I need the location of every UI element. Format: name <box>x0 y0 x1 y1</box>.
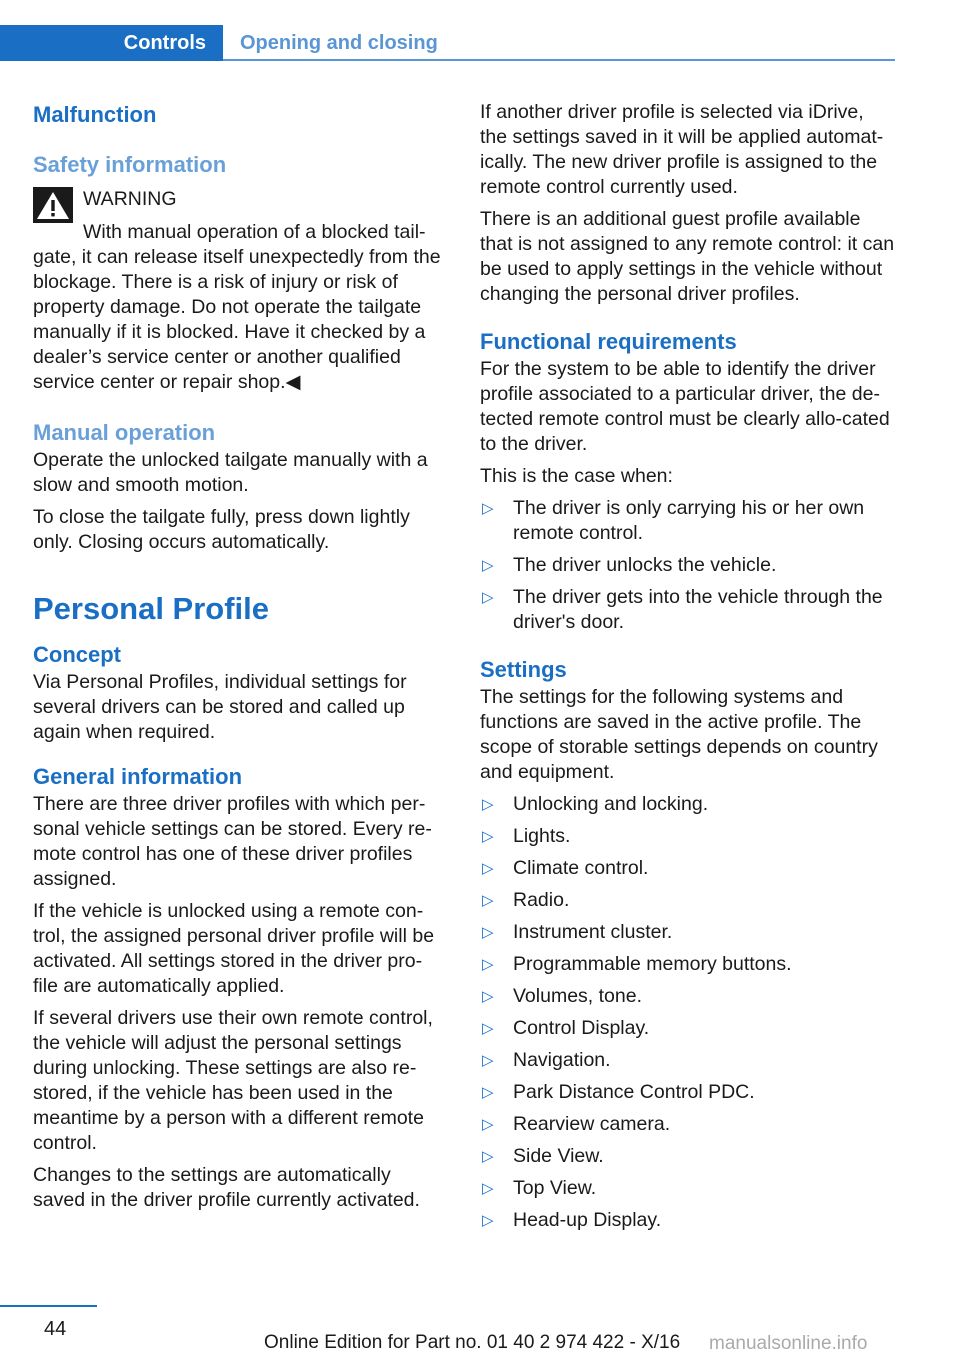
list-item: ▷ Unlocking and locking. <box>482 793 709 815</box>
general-paragraph-4: Changes to the settings are automatically saved in the driver profile currently activated. <box>33 1164 420 1211</box>
bullet-triangle-icon: ▷ <box>482 828 494 845</box>
warning-triangle-icon <box>33 187 73 223</box>
list-item: ▷ Navigation. <box>482 1049 611 1071</box>
list-item: ▷ Rearview camera. <box>482 1113 671 1135</box>
list-item: ▷ Instrument cluster. <box>482 921 673 943</box>
bullet-triangle-icon: ▷ <box>482 1052 494 1069</box>
heading-malfunction: Malfunction <box>33 102 157 127</box>
bullet-triangle-icon: ▷ <box>482 988 494 1005</box>
bullet-triangle-icon: ▷ <box>482 860 494 877</box>
general-paragraph-3: If several drivers use their own remote control, the vehicle will adjust the personal settings during unlocking. These settings are also re-stored, if the vehicle has been used in the meantime by a person with a different remote control. <box>33 1007 433 1154</box>
bullet-triangle-icon: ▷ <box>482 1180 494 1197</box>
bullet-triangle-icon: ▷ <box>482 892 494 909</box>
bullet-triangle-icon: ▷ <box>482 557 494 574</box>
manual-paragraph-2: To close the tailgate fully, press down lightly only. Closing occurs automatically. <box>33 506 410 553</box>
subsection-tab: Opening and closing <box>240 31 438 54</box>
list-item: ▷ Programmable memory buttons. <box>482 953 792 975</box>
header-rule <box>223 59 895 61</box>
edition-text: Online Edition for Part no. 01 40 2 974 422 - X/16 <box>264 1332 681 1353</box>
right-column <box>480 100 896 1240</box>
watermark: manualsonline.info <box>709 1333 868 1354</box>
heading-concept: Concept <box>33 642 121 667</box>
general-paragraph-1: There are three driver profiles with which per-sonal vehicle settings can be stored. Every re-mote control has one of these driver profiles assigned. <box>33 793 432 890</box>
bullet-triangle-icon: ▷ <box>482 1084 494 1101</box>
warning-text: gate, it can release itself unexpectedly from the blockage. There is a risk of injury or risk of property damage. Do not operate the tailgate manually if it is blocked. Have it checked by a dealer’s service center or another qualified service center or repair shop.◀ <box>33 246 441 393</box>
list-item: ▷ Control Display. <box>482 1017 650 1039</box>
bullet-triangle-icon: ▷ <box>482 956 494 973</box>
list-item: ▷ Radio. <box>482 889 570 911</box>
general-paragraph-2: If the vehicle is unlocked using a remote con-trol, the assigned personal driver profile will be activated. All settings stored in the driver pro-file are automatically applied. <box>33 900 435 997</box>
settings-paragraph: The settings for the following systems and functions are saved in the active profile. The scope of storable settings depends on country and equipment. <box>480 686 878 783</box>
list-item: ▷ Side View. <box>482 1145 604 1167</box>
heading-functional-requirements: Functional requirements <box>480 329 737 354</box>
list-item: ▷ Park Distance Control PDC. <box>482 1081 755 1103</box>
warning-block <box>33 187 445 395</box>
left-column <box>33 100 445 1220</box>
concept-paragraph: Via Personal Profiles, individual settings for several drivers can be stored and called up again when required. <box>33 671 407 743</box>
functional-paragraph-2: This is the case when: <box>480 465 673 487</box>
section-tab: Controls <box>0 25 223 61</box>
settings-list <box>480 792 896 1233</box>
heading-manual-operation: Manual operation <box>33 420 216 445</box>
bullet-triangle-icon: ▷ <box>482 500 494 517</box>
list-item: ▷ The driver is only carrying his or her own remote control. <box>482 497 865 544</box>
warning-text-first-line: With manual operation of a blocked tail- <box>83 221 426 243</box>
bullet-triangle-icon: ▷ <box>482 589 494 606</box>
right-paragraph-1: If another driver profile is selected via iDrive, the settings saved in it will be applied automat-ically. The new driver profile is assigned to the remote control currently used. <box>480 101 884 198</box>
list-item: ▷ The driver gets into the vehicle through the driver's door. <box>482 586 883 633</box>
heading-settings: Settings <box>480 657 567 682</box>
right-paragraph-2: There is an additional guest profile available that is not assigned to any remote control: it can be used to apply settings in the vehicle without changing the personal driver profiles. <box>480 208 895 305</box>
heading-safety-information: Safety information <box>33 152 227 177</box>
list-item: ▷ Volumes, tone. <box>482 985 642 1007</box>
warning-title: WARNING <box>83 188 177 210</box>
heading-general-information: General information <box>33 764 243 789</box>
bullet-triangle-icon: ▷ <box>482 1116 494 1133</box>
bullet-triangle-icon: ▷ <box>482 1020 494 1037</box>
footer-rule <box>0 1305 97 1307</box>
list-item: ▷ Top View. <box>482 1177 597 1199</box>
bullet-triangle-icon: ▷ <box>482 1148 494 1165</box>
manual-paragraph-1: Operate the unlocked tailgate manually with a slow and smooth motion. <box>33 449 428 496</box>
list-item: ▷ The driver unlocks the vehicle. <box>482 554 777 576</box>
bullet-triangle-icon: ▷ <box>482 1212 494 1229</box>
heading-personal-profile: Personal Profile <box>33 591 270 626</box>
list-item: ▷ Head-up Display. <box>482 1209 662 1231</box>
list-item: ▷ Lights. <box>482 825 571 847</box>
page-header <box>0 25 895 61</box>
bullet-triangle-icon: ▷ <box>482 796 494 813</box>
functional-paragraph-1: For the system to be able to identify the driver profile associated to a particular driver, the de-tected remote control must be clearly allo-cated to the driver. <box>480 358 890 455</box>
list-item: ▷ Climate control. <box>482 857 649 879</box>
bullet-triangle-icon: ▷ <box>482 924 494 941</box>
page-number: 44 <box>44 1318 67 1340</box>
functional-list <box>480 496 896 635</box>
